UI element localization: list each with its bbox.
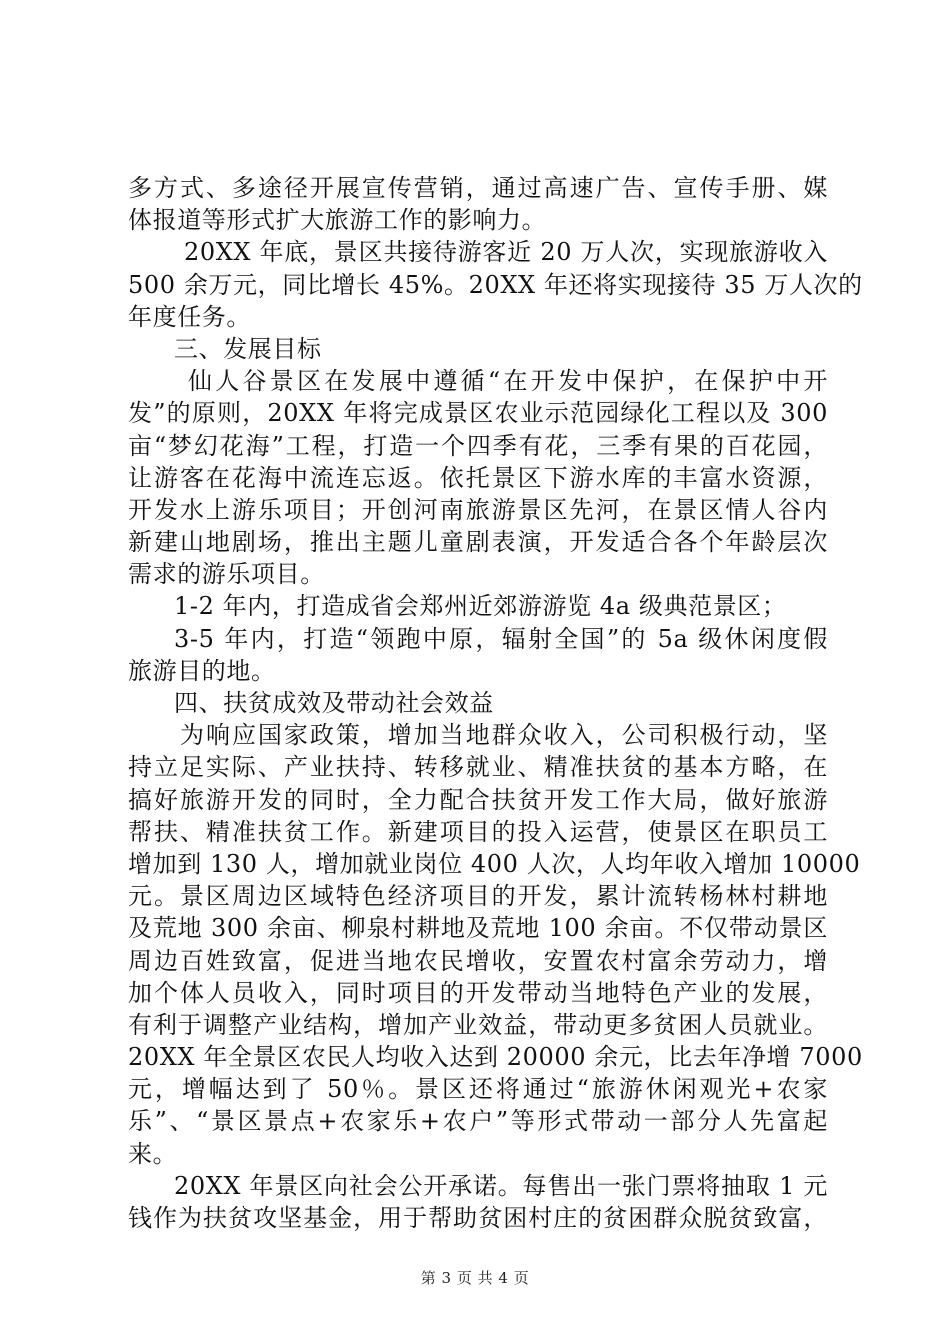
text-line: 及荒地 300 余亩、柳泉村耕地及荒地 100 余亩。不仅带动景区 [128,914,828,943]
text-line: 乐”、“景区景点+农家乐+农户”等形式带动一部分人先富起 [128,1107,828,1136]
text-line: 3-5 年内，打造“领跑中原，辐射全国”的 5a 级休闲度假 [174,624,828,653]
text-line: 需求的游乐项目。 [128,560,325,589]
text-line: 仙人谷景区在发展中遵循“在开发中保护，在保护中开 [188,367,828,396]
text-line: 加个体人员收入，同时项目的开发带动当地特色产业的发展， [128,978,828,1007]
text-line: 20XX 年景区向社会公开承诺。每售出一张门票将抽取 1 元 [174,1171,828,1200]
text-line: 年度任务。 [128,302,251,331]
text-line: 四、扶贫成效及带动社会效益 [174,689,494,717]
text-line: 多方式、多途径开展宣传营销，通过高速广告、宣传手册、媒 [128,174,828,202]
text-line: 增加到 130 人，增加就业岗位 400 人次，人均年收入增加 10000 [128,849,861,878]
text-line: 钱作为扶贫攻坚基金，用于帮助贫困村庄的贫困群众脱贫致富， [128,1204,828,1232]
text-line: 周边百姓致富，促进当地农民增收，安置农村富余劳动力，增 [128,946,828,975]
text-line: 元。景区周边区域特色经济项目的开发，累计流转杨林村耕地 [128,882,828,911]
text-line: 元，增幅达到了 50％。景区还将通过“旅游休闲观光+农家 [128,1075,828,1104]
text-line: 帮扶、精准扶贫工作。新建项目的投入运营，使景区在职员工 [128,817,828,846]
text-line: 20XX 年底，景区共接待游客近 20 万人次，实现旅游收入 [184,238,828,267]
text-line: 发”的原则，20XX 年将完成景区农业示范园绿化工程以及 300 [128,399,828,428]
text-line: 开发水上游乐项目；开创河南旅游景区先河，在景区情人谷内 [128,495,828,524]
text-line: 让游客在花海中流连忘返。依托景区下游水库的丰富水资源， [128,463,828,492]
text-line: 20XX 年全景区农民人均收入达到 20000 余元，比去年净增 7000 [128,1043,863,1072]
text-line: 三、发展目标 [174,334,322,363]
page-footer: 第 3 页 共 4 页 [420,1269,530,1287]
text-line: 持立足实际、产业扶持、转移就业、精准扶贫的基本方略，在 [128,753,828,782]
text-line: 旅游目的地。 [128,656,276,685]
text-line: 新建山地剧场，推出主题儿童剧表演，开发适合各个年龄层次 [128,528,828,557]
text-line: 为响应国家政策，增加当地群众收入，公司积极行动，坚 [180,721,828,750]
text-line: 有利于调整产业结构，增加产业效益，带动更多贫困人员就业。 [128,1010,828,1039]
text-line: 1-2 年内，打造成省会郑州近郊游游览 4a 级典范景区； [174,592,787,621]
text-line: 搞好旅游开发的同时，全力配合扶贫开发工作大局，做好旅游 [128,785,828,814]
document-body [128,172,863,1234]
text-line: 500 余万元，同比增长 45%。20XX 年还将实现接待 35 万人次的 [128,270,863,299]
text-line: 来。 [128,1139,178,1168]
text-line: 体报道等形式扩大旅游工作的影响力。 [128,206,547,235]
text-line: 亩“梦幻花海”工程，打造一个四季有花，三季有果的百花园， [128,431,828,460]
